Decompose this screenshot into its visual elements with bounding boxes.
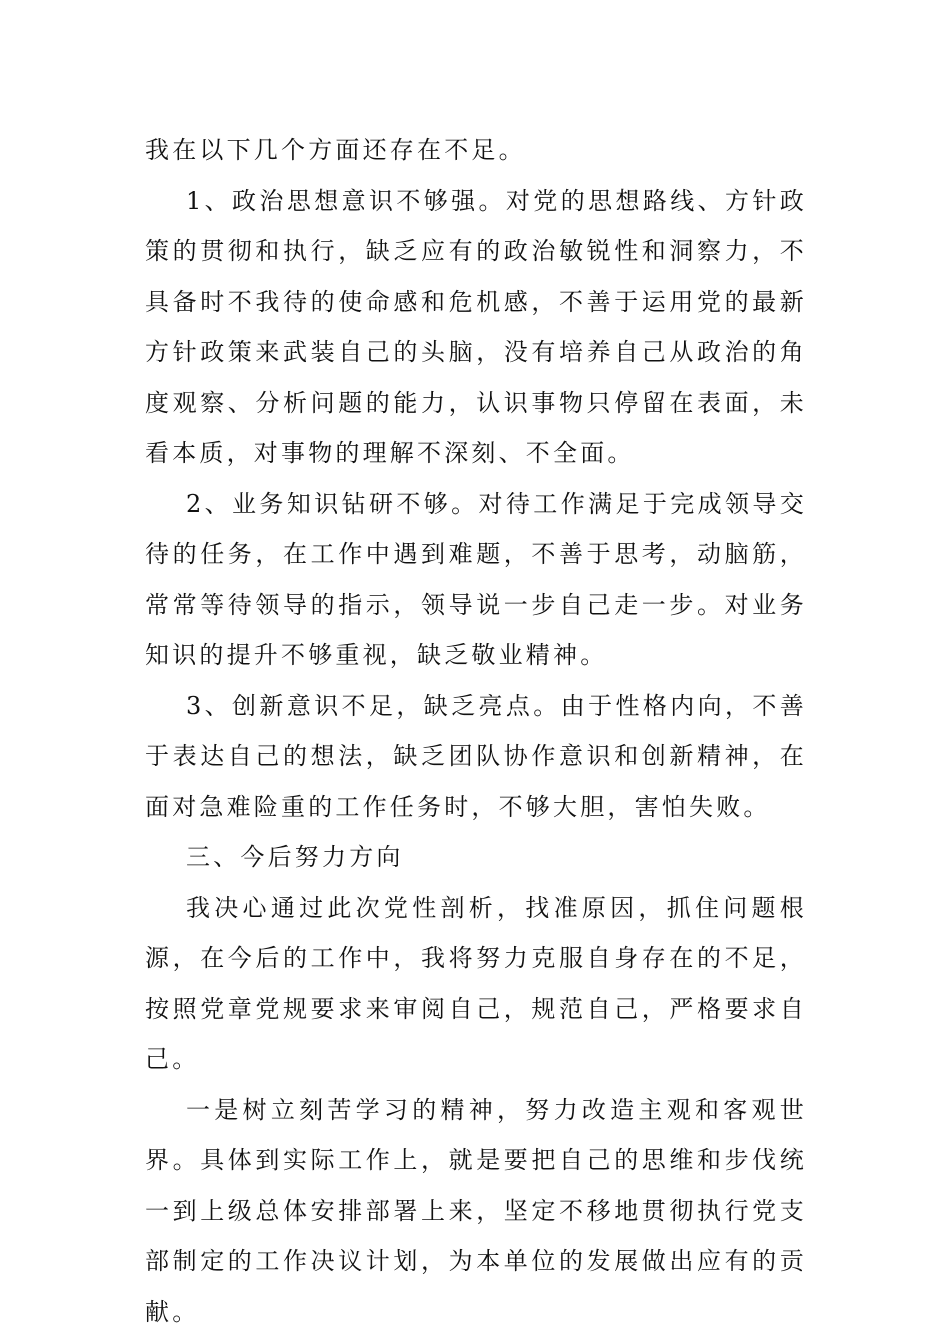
document-body [145,125,807,1337]
paragraph-item-1-political-awareness: 1、政治思想意识不够强。对党的思想路线、方针政策的贯彻和执行，缺乏应有的政治敏锐性和洞察力，不具备时不我待的使命感和危机感，不善于运用党的最新方针政策来武装自己的头脑，没有培养自己从政治的角度观察、分析问题的能力，认识事物只停留在表面，未看本质，对事物的理解不深刻、不全面。 [145,186,807,467]
paragraph-item-3-innovation: 3、创新意识不足，缺乏亮点。由于性格内向，不善于表达自己的想法，缺乏团队协作意识和创新精神，在面对急难险重的工作任务时，不够大胆，害怕失败。 [145,691,807,821]
section-heading-future-direction: 三、今后努力方向 [186,843,404,871]
paragraph-item-2-business-knowledge: 2、业务知识钻研不够。对待工作满足于完成领导交待的任务，在工作中遇到难题，不善于思考，动脑筋，常常等待领导的指示，领导说一步自己走一步。对业务知识的提升不够重视，缺乏敬业精神。 [145,489,807,669]
paragraph-point-one-study: 一是树立刻苦学习的精神，努力改造主观和客观世界。具体到实际工作上，就是要把自己的思维和步伐统一到上级总体安排部署上来，坚定不移地贯彻执行党支部制定的工作决议计划，为本单位的发展做出应有的贡献。 [145,1095,807,1326]
paragraph-intro-line: 我在以下几个方面还存在不足。 [145,136,526,164]
paragraph-resolution: 我决心通过此次党性剖析，找准原因，抓住问题根源，在今后的工作中，我将努力克服自身存在的不足，按照党章党规要求来审阅自己，规范自己，严格要求自己。 [145,893,807,1073]
